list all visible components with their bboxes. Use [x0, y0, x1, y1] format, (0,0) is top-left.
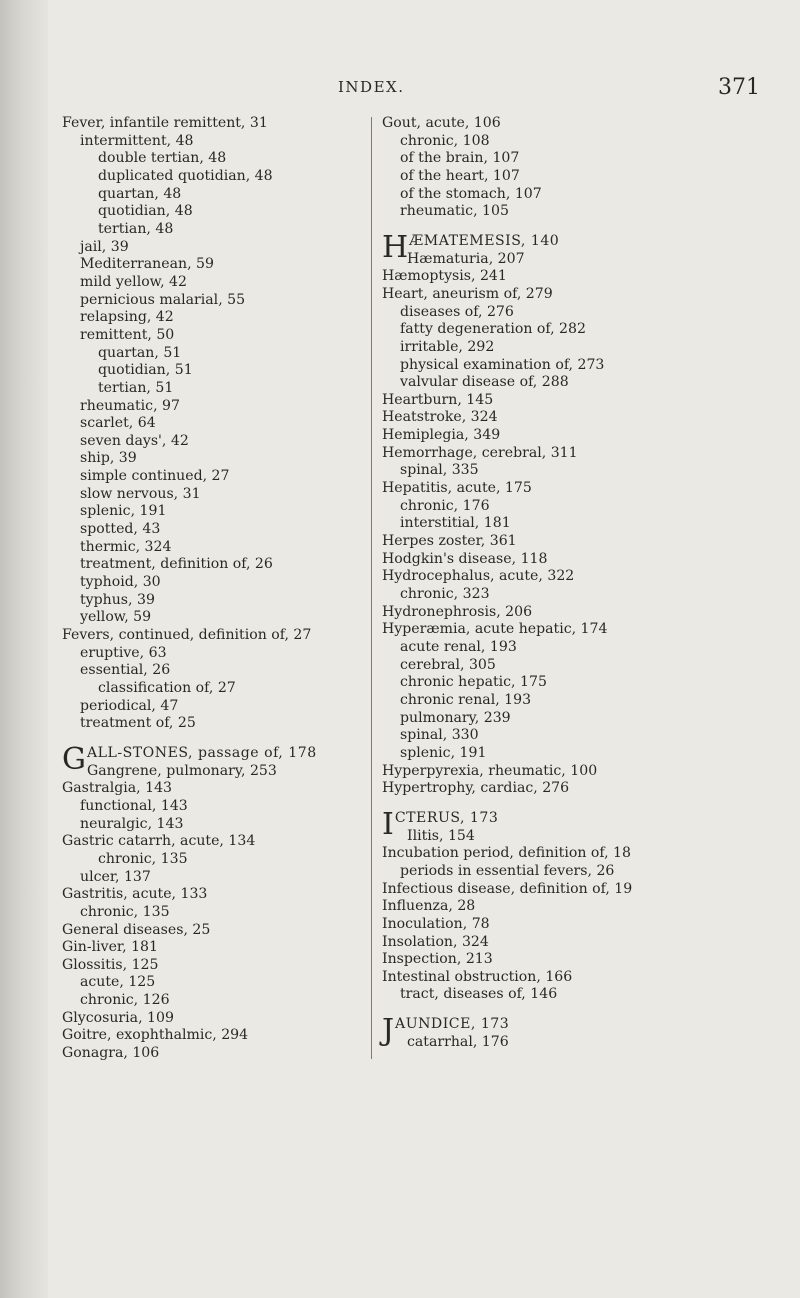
index-subentry: physical examination of, 273	[400, 356, 605, 373]
index-subentry: periods in essential fevers, 26	[400, 862, 615, 879]
index-subentry: mild yellow, 42	[80, 273, 187, 290]
index-subentry: tract, diseases of, 146	[400, 986, 558, 1003]
index-subentry: thermic, 324	[80, 538, 172, 555]
index-subentry: duplicated quotidian, 48	[98, 167, 273, 184]
index-entry: General diseases, 25	[62, 921, 211, 938]
index-subentry: treatment of, 25	[80, 715, 196, 732]
column-divider	[371, 117, 372, 1059]
heading-entry-text: ÆMATEMESIS, 140	[409, 232, 560, 249]
heading-entry-text: ALL-STONES, passage of, 178	[86, 744, 317, 761]
index-entry: Hypertrophy, cardiac, 276	[382, 780, 570, 797]
index-subentry: chronic, 135	[98, 850, 188, 867]
index-entry: Incubation period, definition of, 18	[382, 845, 631, 862]
index-column-left	[62, 115, 367, 1063]
index-entry: Hyperæmia, acute hepatic, 174	[382, 621, 608, 638]
index-subentry: fatty degeneration of, 282	[400, 321, 586, 338]
index-subentry: yellow, 59	[80, 609, 152, 626]
index-subentry: scarlet, 64	[80, 415, 156, 432]
index-subentry: acute, 125	[80, 974, 156, 991]
heading-entry-text: CTERUS, 173	[394, 809, 499, 826]
page-number: 371	[718, 75, 760, 100]
index-entry: Fever, infantile remittent, 31	[62, 115, 268, 131]
index-subentry: rheumatic, 105	[400, 203, 509, 220]
index-entry: Hydrocephalus, acute, 322	[382, 568, 575, 585]
index-subentry: chronic renal, 193	[400, 691, 532, 708]
section-gap	[382, 221, 734, 233]
index-subentry: splenic, 191	[400, 744, 487, 761]
index-subentry: chronic, 323	[400, 586, 490, 603]
index-subentry: valvular disease of, 288	[400, 374, 569, 391]
index-subentry: quotidian, 48	[98, 203, 193, 220]
index-entry: Hydronephrosis, 206	[382, 603, 533, 620]
index-entry: Hemiplegia, 349	[382, 427, 501, 444]
index-subentry: slow nervous, 31	[80, 485, 201, 502]
index-entry: Herpes zoster, 361	[382, 533, 517, 550]
index-subentry: of the heart, 107	[400, 167, 520, 184]
index-entry: Goitre, exophthalmic, 294	[62, 1027, 249, 1044]
index-subentry: pernicious malarial, 55	[80, 291, 246, 308]
index-subentry: intermittent, 48	[80, 132, 194, 149]
index-entry: Hæmaturia, 207	[407, 250, 525, 267]
index-column-right	[382, 115, 734, 1051]
index-subentry: neuralgic, 143	[80, 815, 184, 832]
index-subentry: spinal, 330	[400, 727, 479, 744]
index-entry: Gastralgia, 143	[62, 780, 172, 797]
index-subentry: chronic, 108	[400, 132, 490, 149]
index-subentry: relapsing, 42	[80, 309, 174, 326]
index-entry: Hepatitis, acute, 175	[382, 480, 532, 497]
drop-initial: H	[382, 229, 409, 265]
index-entry: Gastritis, acute, 133	[62, 886, 208, 903]
drop-initial: J	[382, 1013, 395, 1049]
index-entry: Heatstroke, 324	[382, 409, 498, 426]
index-subentry: spotted, 43	[80, 521, 161, 538]
index-subentry: essential, 26	[80, 662, 171, 679]
index-entry: Gastric catarrh, acute, 134	[62, 833, 256, 850]
page-gutter-shadow	[0, 0, 48, 1298]
index-entry: Insolation, 324	[382, 933, 489, 950]
index-subentry: pulmonary, 239	[400, 709, 511, 726]
index-subentry: typhus, 39	[80, 591, 155, 608]
index-subentry: double tertian, 48	[98, 150, 227, 167]
index-subentry: interstitial, 181	[400, 515, 511, 532]
index-entry: Intestinal obstruction, 166	[382, 968, 573, 985]
index-entry: Gout, acute, 106	[382, 115, 501, 131]
index-entry: Hemorrhage, cerebral, 311	[382, 444, 578, 461]
index-entry: Heart, aneurism of, 279	[382, 285, 553, 302]
index-subentry: simple continued, 27	[80, 468, 230, 485]
index-entry: Glossitis, 125	[62, 956, 159, 973]
index-entry: Ilitis, 154	[407, 827, 475, 844]
drop-initial: I	[382, 806, 394, 842]
index-entry: Influenza, 28	[382, 898, 476, 915]
index-subentry: of the stomach, 107	[400, 185, 542, 202]
index-subentry: periodical, 47	[80, 697, 179, 714]
index-entry: Infectious disease, definition of, 19	[382, 880, 633, 897]
index-entry: Heartburn, 145	[382, 391, 494, 408]
index-subentry: remittent, 50	[80, 326, 175, 343]
index-subentry: tertian, 51	[98, 379, 174, 396]
index-subentry: chronic, 135	[80, 903, 170, 920]
index-subentry: classification of, 27	[98, 680, 236, 696]
index-subentry: quotidian, 51	[98, 362, 193, 379]
index-subentry: chronic, 176	[400, 497, 490, 514]
index-subentry: chronic hepatic, 175	[400, 674, 547, 691]
index-entry: Hæmoptysis, 241	[382, 268, 507, 285]
index-entry: Hyperpyrexia, rheumatic, 100	[382, 762, 598, 779]
index-entry: Gin-liver, 181	[62, 939, 158, 956]
index-subentry: irritable, 292	[400, 338, 495, 355]
index-subentry: quartan, 51	[98, 344, 182, 361]
index-subentry: ulcer, 137	[80, 868, 151, 885]
index-subentry: of the brain, 107	[400, 150, 520, 167]
index-entry: Inspection, 213	[382, 951, 493, 968]
index-subentry: eruptive, 63	[80, 644, 167, 661]
index-subentry: quartan, 48	[98, 185, 182, 202]
index-subentry: typhoid, 30	[80, 574, 161, 591]
index-entry: Glycosuria, 109	[62, 1009, 174, 1026]
index-subentry: functional, 143	[80, 797, 188, 814]
index-subentry: tertian, 48	[98, 220, 174, 237]
index-subentry: spinal, 335	[400, 462, 479, 479]
index-entry: Fevers, continued, definition of, 27	[62, 627, 312, 644]
drop-initial: G	[62, 741, 86, 777]
index-subentry: diseases of, 276	[400, 303, 514, 320]
index-entry: catarrhal, 176	[407, 1033, 509, 1050]
heading-entry-text: AUNDICE, 173	[395, 1016, 510, 1033]
index-subentry: ship, 39	[80, 450, 137, 467]
index-subentry: seven days', 42	[80, 432, 189, 449]
index-subentry: Mediterranean, 59	[80, 256, 214, 273]
index-entry: Hodgkin's disease, 118	[382, 550, 548, 567]
index-subentry: cerebral, 305	[400, 656, 496, 673]
index-entry: Inoculation, 78	[382, 915, 490, 932]
index-subentry: acute renal, 193	[400, 639, 517, 656]
index-subentry: jail, 39	[80, 238, 129, 255]
index-subentry: rheumatic, 97	[80, 397, 180, 414]
index-subentry: chronic, 126	[80, 992, 170, 1009]
index-subentry: treatment, definition of, 26	[80, 556, 273, 573]
section-gap	[382, 1004, 734, 1016]
section-gap	[62, 733, 367, 745]
running-head	[0, 75, 800, 100]
section-gap	[382, 798, 734, 810]
running-head-title: INDEX.	[338, 78, 405, 96]
index-entry: Gangrene, pulmonary, 253	[87, 762, 277, 779]
index-subentry: splenic, 191	[80, 503, 167, 520]
index-entry: Gonagra, 106	[62, 1045, 160, 1062]
